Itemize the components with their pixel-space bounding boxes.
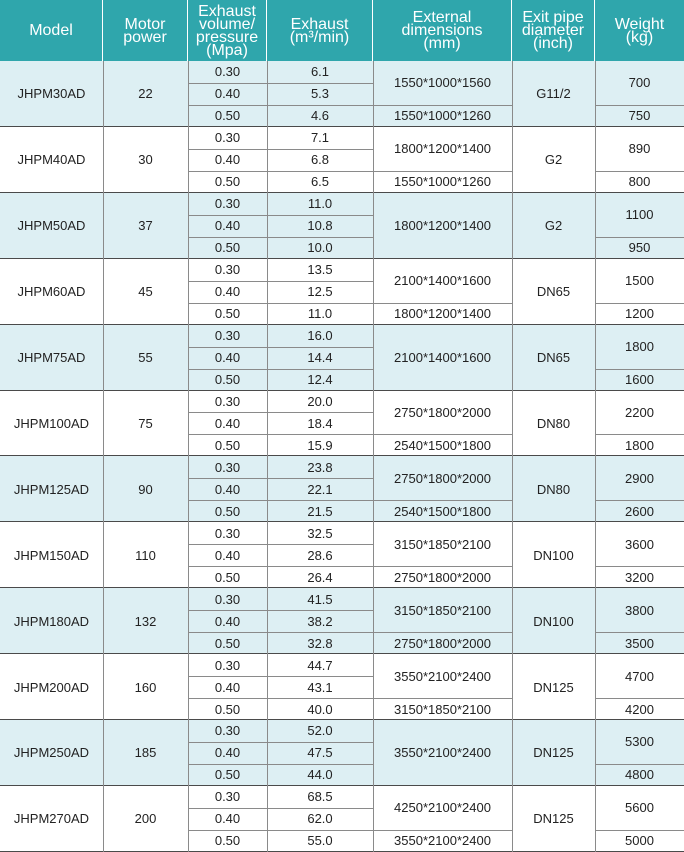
weight-cell: 5300 [625,734,654,750]
exhaust-cell: 68.5 [307,789,333,805]
column-divider [512,61,513,852]
pressure-cell: 0.50 [214,240,241,256]
exhaust-cell: 43.1 [307,679,333,695]
exhaust-cell: 44.0 [307,767,333,783]
pipe-diameter-cell: DN80 [536,481,571,497]
pipe-diameter-cell: DN65 [536,284,571,300]
motor-power-cell: 30 [138,152,153,168]
sub-divider [188,434,373,435]
weight-cell: 1800 [625,437,654,453]
exhaust-cell: 40.0 [307,701,333,717]
exhaust-cell: 7.1 [310,130,330,146]
motor-power-cell: 110 [135,547,156,563]
weight-cell: 4800 [625,767,654,783]
pipe-diameter-cell: G2 [544,218,563,234]
weight-cell: 1800 [625,339,654,355]
model-cell: JHPM250AD [13,745,90,761]
weight-cell: 1600 [625,372,654,387]
pressure-cell: 0.30 [214,591,241,607]
pressure-cell: 0.50 [214,701,241,717]
weight-cell: 2900 [625,470,654,486]
sub-divider [188,610,373,611]
pipe-diameter-cell: DN125 [533,679,574,695]
weight-cell: 800 [628,174,651,190]
sub-divider [188,632,373,633]
model-cell: JHPM40AD [17,152,86,168]
pressure-cell: 0.30 [214,196,241,212]
pipe-diameter-cell: DN80 [536,415,571,431]
pressure-cell: 0.30 [214,723,241,739]
pressure-cell: 0.40 [214,218,241,234]
column-divider [595,61,596,852]
exhaust-cell: 4.6 [310,108,330,124]
weight-cell: 4700 [625,668,654,684]
pressure-cell: 0.40 [214,745,241,761]
pressure-cell: 0.40 [214,679,241,695]
dimensions-cell: 1800*1200*1400 [394,218,491,234]
dims-divider [373,171,512,172]
pressure-cell: 0.50 [214,635,241,651]
pressure-cell: 0.50 [214,569,241,585]
pressure-cell: 0.40 [214,86,241,102]
column-divider [188,61,189,852]
model-cell: JHPM270AD [13,811,90,827]
dimensions-cell: 1800*1200*1400 [394,306,491,322]
pressure-cell: 0.30 [214,262,241,278]
pipe-diameter-cell: DN100 [533,613,574,629]
weight-divider [595,632,684,633]
weight-divider [595,237,684,238]
exhaust-cell: 32.5 [307,525,333,541]
dimensions-cell: 2540*1500*1800 [394,503,491,519]
pressure-cell: 0.40 [214,811,241,827]
dimensions-cell: 2750*1800*2000 [394,635,491,651]
pressure-cell: 0.40 [214,613,241,629]
exhaust-cell: 21.5 [307,503,333,519]
pressure-cell: 0.50 [214,767,241,783]
pressure-cell: 0.40 [214,481,241,497]
sub-divider [188,544,373,545]
dimensions-cell: 2100*1400*1600 [394,273,491,289]
pressure-cell: 0.40 [214,152,241,168]
sub-divider [188,698,373,699]
weight-cell: 3500 [625,635,654,651]
pressure-cell: 0.40 [214,284,241,300]
sub-divider [188,281,373,282]
header-dimensions: External dimensions (mm) [373,0,512,61]
sub-divider [188,83,373,84]
weight-divider [595,764,684,765]
exhaust-cell: 12.4 [307,372,333,387]
exhaust-cell: 13.5 [307,262,333,278]
sub-divider [188,237,373,238]
pressure-cell: 0.50 [214,174,241,190]
exhaust-cell: 15.9 [307,437,333,453]
exhaust-cell: 14.4 [307,350,333,366]
exhaust-cell: 41.5 [307,591,333,607]
exhaust-cell: 47.5 [307,745,333,761]
weight-cell: 950 [628,240,651,256]
motor-power-cell: 55 [138,350,153,366]
model-cell: JHPM100AD [13,415,90,431]
motor-power-cell: 160 [134,679,157,695]
model-cell: JHPM50AD [17,218,86,234]
weight-cell: 700 [628,75,651,91]
weight-cell: 2600 [625,503,654,519]
pressure-cell: 0.30 [214,657,241,673]
sub-divider [188,303,373,304]
weight-cell: 1100 [625,207,654,223]
pressure-cell: 0.50 [214,437,241,453]
dimensions-cell: 3550*2100*2400 [394,745,491,761]
weight-divider [595,105,684,106]
exhaust-cell: 6.5 [310,174,330,190]
dimensions-cell: 4250*2100*2400 [394,800,491,816]
weight-divider [595,830,684,831]
weight-cell: 5600 [625,800,654,816]
motor-power-cell: 75 [138,415,153,431]
exhaust-cell: 11.0 [307,306,333,322]
pipe-diameter-cell: DN125 [533,745,574,761]
dims-divider [373,698,512,699]
sub-divider [188,215,373,216]
exhaust-cell: 10.8 [307,218,333,234]
weight-cell: 3600 [625,536,654,552]
pressure-cell: 0.40 [214,415,241,431]
model-cell: JHPM180AD [13,613,90,629]
dimensions-cell: 2540*1500*1800 [394,437,491,453]
pressure-cell: 0.30 [214,789,241,805]
model-cell: JHPM75AD [17,350,86,366]
exhaust-cell: 62.0 [307,811,333,827]
dimensions-cell: 1550*1000*1260 [394,174,491,190]
sub-divider [188,412,373,413]
sub-divider [188,566,373,567]
weight-cell: 3200 [625,569,654,585]
model-cell: JHPM60AD [17,284,86,300]
weight-cell: 890 [628,141,651,157]
pressure-cell: 0.30 [214,130,241,146]
sub-divider [188,764,373,765]
dimensions-cell: 3550*2100*2400 [394,668,491,684]
pipe-diameter-cell: G11/2 [536,86,571,102]
exhaust-cell: 11.0 [307,196,333,212]
dimensions-cell: 3550*2100*2400 [394,833,491,849]
header-weight: Weight (kg) [595,0,684,61]
dimensions-cell: 2750*1800*2000 [394,569,491,585]
dims-divider [373,500,512,501]
weight-cell: 4200 [625,701,654,717]
exhaust-cell: 6.1 [310,64,330,80]
sub-divider [188,105,373,106]
dimensions-cell: 2750*1800*2000 [394,470,491,486]
exhaust-cell: 52.0 [307,723,333,739]
model-cell: JHPM125AD [13,481,90,497]
exhaust-cell: 18.4 [307,415,333,431]
dimensions-cell: 3150*1850*2100 [394,701,491,717]
weight-cell: 1500 [625,273,654,289]
pressure-cell: 0.30 [214,459,241,475]
weight-divider [595,698,684,699]
model-cell: JHPM200AD [13,679,90,695]
exhaust-cell: 32.8 [307,635,333,651]
sub-divider [188,171,373,172]
dimensions-cell: 3150*1850*2100 [394,602,491,618]
sub-divider [188,149,373,150]
exhaust-cell: 28.6 [307,547,333,563]
motor-power-cell: 45 [138,284,153,300]
dims-divider [373,105,512,106]
sub-divider [188,500,373,501]
weight-cell: 2200 [625,404,654,420]
exhaust-cell: 26.4 [307,569,333,585]
weight-cell: 5000 [625,833,654,849]
motor-power-cell: 185 [134,745,157,761]
pressure-cell: 0.50 [214,372,241,387]
dims-divider [373,830,512,831]
dimensions-cell: 3150*1850*2100 [394,536,491,552]
dims-divider [373,303,512,304]
exhaust-cell: 10.0 [307,240,333,256]
sub-divider [188,369,373,370]
header-motor-power: Motor power [103,0,188,61]
sub-divider [188,830,373,831]
dimensions-cell: 2750*1800*2000 [394,404,491,420]
pressure-cell: 0.50 [214,306,241,322]
pressure-cell: 0.30 [214,328,241,344]
pressure-cell: 0.30 [214,525,241,541]
exhaust-cell: 44.7 [307,657,333,673]
exhaust-cell: 5.3 [310,86,330,102]
motor-power-cell: 37 [138,218,153,234]
weight-divider [595,171,684,172]
pipe-diameter-cell: DN65 [536,350,571,366]
exhaust-cell: 12.5 [307,284,333,300]
motor-power-cell: 132 [134,613,157,629]
dimensions-cell: 2100*1400*1600 [394,350,491,366]
exhaust-cell: 20.0 [307,393,333,409]
model-cell: JHPM150AD [13,547,90,563]
exhaust-cell: 6.8 [310,152,330,168]
motor-power-cell: 200 [134,811,157,827]
weight-divider [595,303,684,304]
pressure-cell: 0.50 [214,833,241,849]
dimensions-cell: 1800*1200*1400 [394,141,491,157]
exhaust-cell: 55.0 [307,833,333,849]
header-pressure: Exhaust volume/ pressure (Mpa) [188,0,267,61]
sub-divider [188,347,373,348]
dimensions-cell: 1550*1000*1260 [394,108,491,124]
pressure-cell: 0.30 [214,64,241,80]
pipe-diameter-cell: DN125 [533,811,574,827]
dims-divider [373,566,512,567]
motor-power-cell: 90 [138,481,153,497]
pipe-diameter-cell: DN100 [533,547,574,563]
pressure-cell: 0.30 [214,393,241,409]
weight-cell: 3800 [625,602,654,618]
weight-divider [595,369,684,370]
exhaust-cell: 22.1 [307,481,333,497]
pressure-cell: 0.50 [214,108,241,124]
dims-divider [373,434,512,435]
weight-cell: 1200 [625,306,654,322]
weight-divider [595,500,684,501]
pipe-diameter-cell: G2 [544,152,563,168]
motor-power-cell: 22 [138,86,153,102]
model-cell: JHPM30AD [17,86,86,102]
column-divider [267,61,268,852]
header-pipe-diameter: Exit pipe diameter (inch) [512,0,595,61]
pressure-cell: 0.40 [214,547,241,563]
dims-divider [373,632,512,633]
pressure-cell: 0.50 [214,503,241,519]
column-divider [103,61,104,852]
pressure-cell: 0.40 [214,350,241,366]
weight-cell: 750 [628,108,651,124]
header-exhaust: Exhaust (m³/min) [267,0,373,61]
header-model: Model [0,0,103,61]
weight-divider [595,434,684,435]
weight-divider [595,566,684,567]
exhaust-cell: 23.8 [307,459,333,475]
exhaust-cell: 16.0 [307,328,333,344]
sub-divider [188,742,373,743]
dimensions-cell: 1550*1000*1560 [394,75,491,91]
column-divider [373,61,374,852]
sub-divider [188,676,373,677]
sub-divider [188,478,373,479]
exhaust-cell: 38.2 [307,613,333,629]
sub-divider [188,808,373,809]
